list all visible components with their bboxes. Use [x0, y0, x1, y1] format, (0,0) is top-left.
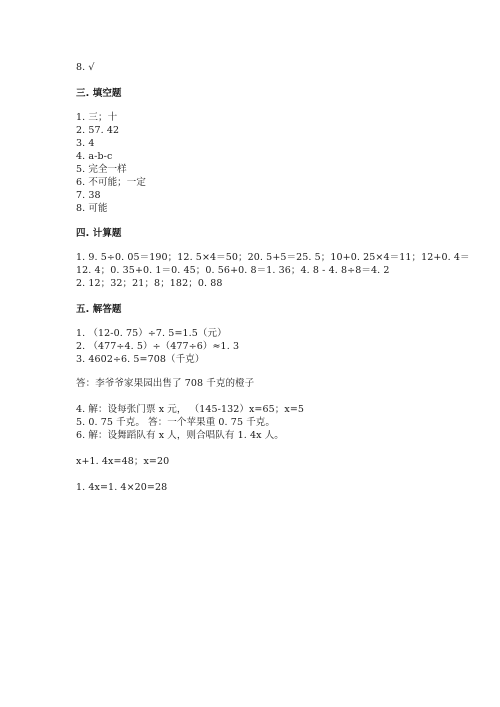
answer-s5-line3: 3. 4602÷6. 5=708（千克）	[76, 354, 205, 365]
answer-s3-item3: 3. 4	[76, 138, 95, 149]
answer-s3-item2: 2. 57. 42	[76, 125, 120, 136]
answer-s4-line1: 1. 9. 5÷0. 05＝190；12. 5×4＝50；20. 5+5＝25. 5；10+0. 25×4＝11；12+0. 4＝	[76, 252, 470, 263]
answer-s5-line4: 4. 解：设每张门票 x 元， （145-132）x=65；x=5	[76, 404, 305, 415]
section-title-calculation: 四. 计算题	[76, 228, 122, 239]
answer-s5-equation1: x+1. 4x=48；x=20	[76, 456, 170, 467]
answer-s3-item5: 5. 完全一样	[76, 164, 127, 175]
answer-s3-item4: 4. a-b-c	[76, 151, 113, 162]
answer-s3-item8: 8. 可能	[76, 203, 108, 214]
answer-s5-line1: 1. （12-0. 75）÷7. 5=1.5（元）	[76, 328, 227, 339]
answer-s5-answer3: 答：李爷爷家果园出售了 708 千克的橙子	[76, 378, 255, 389]
answer-s5-line5: 5. 0. 75 千克。 答：一个苹果重 0. 75 千克。	[76, 417, 276, 428]
answer-s5-line6: 6. 解：设舞蹈队有 x 人，则合唱队有 1. 4x 人。	[76, 430, 284, 441]
answer-s3-item1: 1. 三；十	[76, 112, 118, 123]
answer-s3-item7: 7. 38	[76, 190, 101, 201]
answer-s3-item6: 6. 不可能；一定	[76, 177, 146, 188]
answer-s2-item8: 8. √	[76, 62, 95, 73]
answer-s5-equation2: 1. 4x=1. 4×20=28	[76, 482, 168, 493]
answer-s4-line2: 12. 4；0. 35+0. 1＝0. 45；0. 56+0. 8＝1. 36；4. 8 - 4. 8÷8＝4. 2	[76, 265, 390, 276]
answer-s5-line2: 2. （477÷4. 5）÷（477÷6）≈1. 3	[76, 341, 240, 352]
section-title-word-problems: 五. 解答题	[76, 304, 122, 315]
answer-s4-line3: 2. 12；32；21；8；182；0. 88	[76, 278, 223, 289]
section-title-fill-blank: 三. 填空题	[76, 88, 122, 99]
